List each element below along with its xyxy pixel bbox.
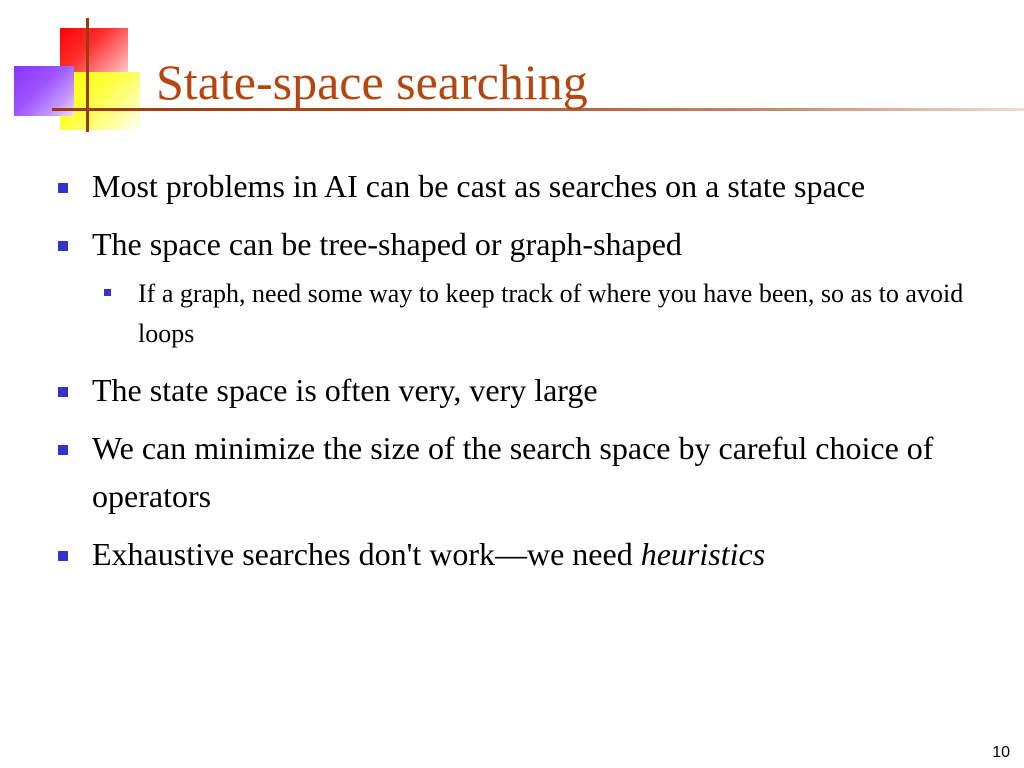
bullet-text-emphasis: heuristics	[640, 536, 766, 572]
page-number: 10	[992, 744, 1010, 761]
bullet-text: The state space is often very, very large	[92, 372, 598, 408]
bullet-text-plain: Exhaustive searches don't work—we need	[92, 536, 641, 572]
bullet-item	[54, 366, 994, 414]
bullet-list	[54, 162, 994, 588]
slide-title: State-space searching	[156, 54, 588, 110]
square-bullet-icon	[104, 289, 111, 296]
bullet-item	[54, 424, 994, 520]
square-bullet-icon	[58, 387, 68, 397]
bullet-text: We can minimize the size of the search space by careful choice of operators	[92, 430, 934, 514]
slide-logo	[0, 0, 160, 140]
bullet-text	[92, 530, 994, 578]
logo-vertical-rule	[86, 18, 89, 132]
sub-bullet-text: If a graph, need some way to keep track of where you have been, so as to avoid loops	[138, 279, 964, 348]
bullet-item	[54, 162, 994, 210]
square-bullet-icon	[58, 551, 68, 561]
bullet-text: Most problems in AI can be cast as searches on a state space	[92, 168, 866, 204]
square-bullet-icon	[58, 241, 68, 251]
square-bullet-icon	[58, 445, 68, 455]
bullet-item	[54, 530, 994, 578]
bullet-text: The space can be tree-shaped or graph-shaped	[92, 226, 682, 262]
sub-bullet-item	[100, 274, 994, 354]
square-bullet-icon	[58, 183, 68, 193]
bullet-item	[54, 220, 994, 268]
